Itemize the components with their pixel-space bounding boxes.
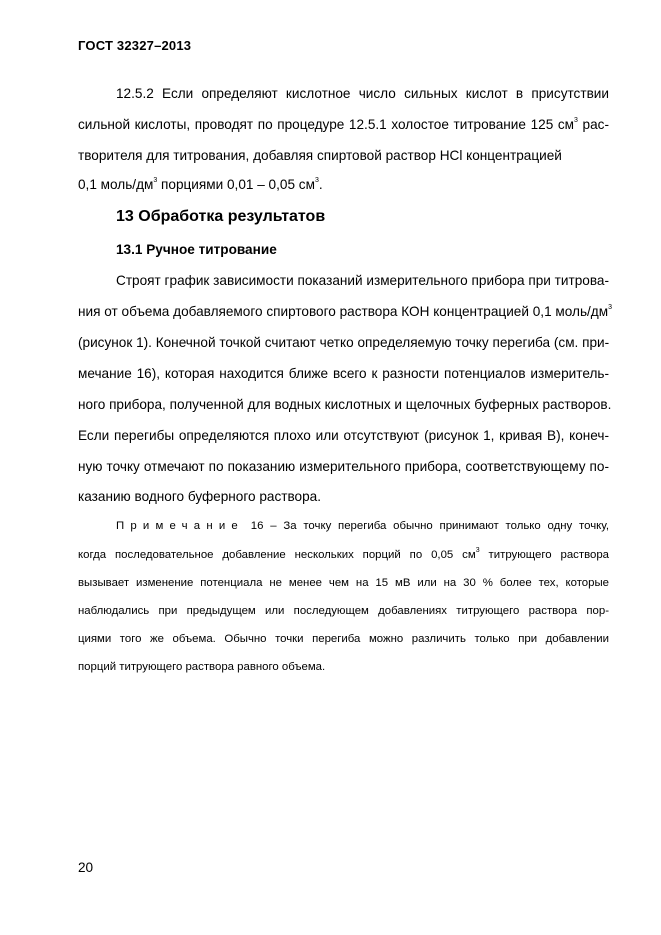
document-header: ГОСТ 32327–2013: [78, 38, 192, 53]
note-line: вызывает изменение потенциала не менее чем на 15 мВ или на 30 % более тех, которые: [78, 577, 609, 589]
note-line: Примечание 16 – За точку перегиба обычно принимают только одну точку,: [116, 520, 609, 532]
note-line: когда последовательное добавление нескольких порций по 0,05 $см^3$ титрующего раствора: [78, 547, 609, 561]
text-line: 0,1 моль/$дм^3$ порциями 0,01 – 0,05 $см^3$.: [78, 177, 323, 192]
text-line: Строят график зависимости показаний измерительного прибора при титрова-: [116, 273, 609, 288]
text-line: ного прибора, полученной для водных кислотных и щелочных буферных растворов.: [78, 397, 612, 412]
note-line: порций титрующего раствора равного объема.: [78, 661, 326, 673]
text-line: мечание 16), которая находится ближе всего к разности потенциалов измеритель-: [78, 366, 609, 381]
note-line: циями того же объема. Обычно точки перегиба можно различить только при добавлении: [78, 633, 609, 645]
note-line: наблюдались при предыдущем или последующем добавлениях титрующего раствора пор-: [78, 605, 609, 617]
text-line: Если перегибы определяются плохо или отсутствуют (рисунок 1, кривая В), конеч-: [78, 428, 609, 443]
page-number: 20: [78, 860, 94, 875]
text-line: ную точку отмечают по показанию измерительного прибора, соответствующему по-: [78, 459, 609, 474]
text-line: творителя для титрования, добавляя спиртовой раствор HCl концентрацией: [78, 148, 562, 163]
text-line: 12.5.2 Если определяют кислотное число сильных кислот в присутствии: [116, 86, 609, 101]
text-line: сильной кислоты, проводят по процедуре 12.5.1 холостое титрование 125 $см^3$ рас-: [78, 117, 609, 132]
text-line: (рисунок 1). Конечной точкой считают четко определяемую точку перегиба (см. при-: [78, 335, 610, 350]
text-line: ния от объема добавляемого спиртового раствора КОН концентрацией 0,1 моль/$дм^3$: [78, 304, 612, 319]
note-label: Примечание: [116, 520, 244, 532]
section-13-1-heading: 13.1 Ручное титрование: [116, 242, 277, 257]
text-line: казанию водного буферного раствора.: [78, 489, 322, 504]
section-13-heading: 13 Обработка результатов: [116, 208, 326, 225]
